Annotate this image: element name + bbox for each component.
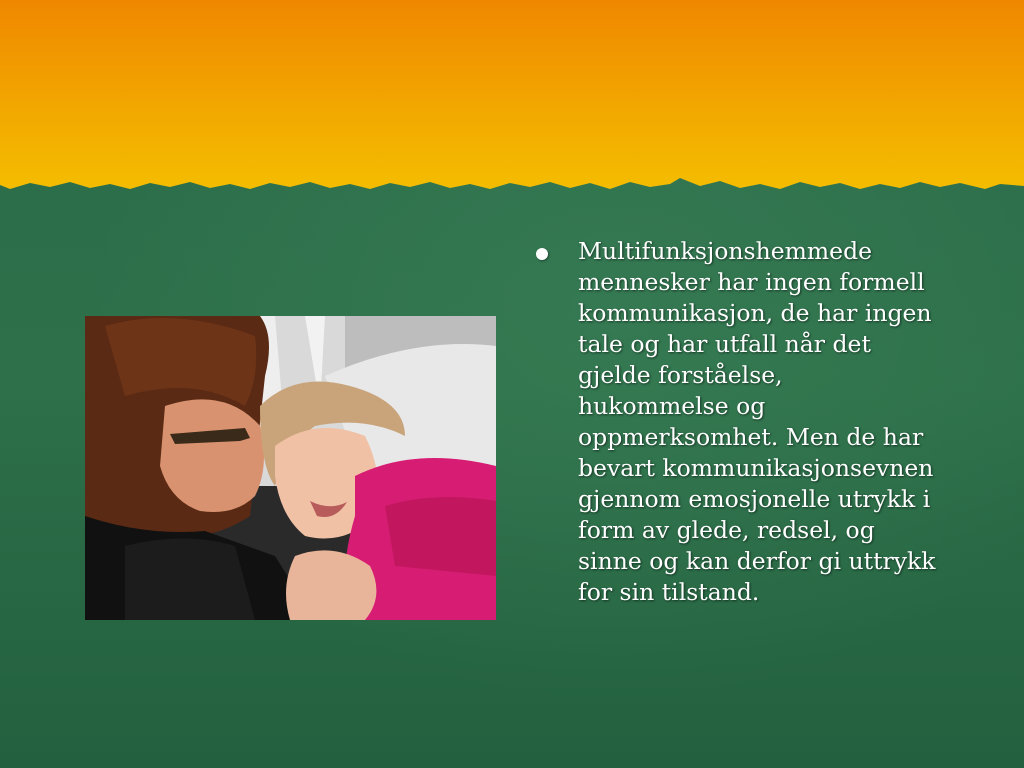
photo-image <box>85 316 496 620</box>
bullet-text: Multifunksjonshemmede mennesker har ingen formell kommunikasjon, de har ingen tale og har utfall når det gjelde forståelse, hukommelse og oppmerksomhet. Men de har bevart kommunikasjonsevnen gjennom emosjonelle utrykk i form av glede, redsel, og sinne og kan derfor gi uttrykk for sin tilstand. <box>578 237 936 606</box>
bullet-dot-icon <box>536 248 548 260</box>
bullet-list <box>536 236 936 608</box>
photo-illustration <box>85 316 496 620</box>
orange-banner <box>0 0 1024 200</box>
bullet-item <box>536 236 936 608</box>
